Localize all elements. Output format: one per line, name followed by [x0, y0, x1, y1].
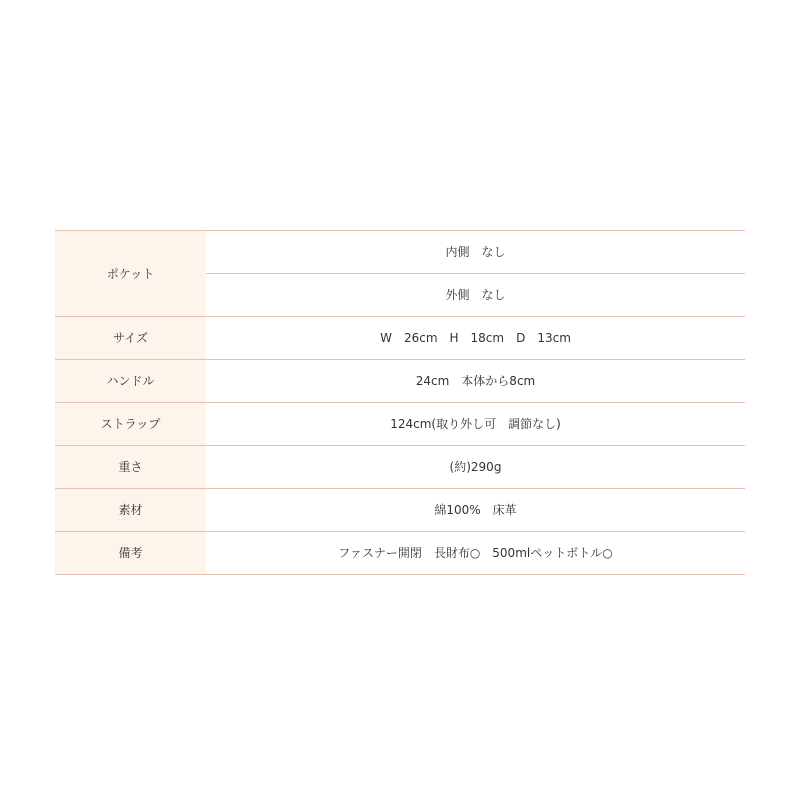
table-row — [55, 403, 745, 446]
spec-value-pocket-outer: 外側 なし — [206, 274, 745, 317]
spec-value-strap: 124cm(取り外し可 調節なし) — [206, 403, 745, 446]
spec-label-pocket: ポケット — [55, 231, 206, 317]
table-row — [55, 489, 745, 532]
table-row — [55, 446, 745, 489]
spec-value-pocket-inner: 内側 なし — [206, 231, 745, 274]
spec-label-weight: 重さ — [55, 446, 206, 489]
spec-label-handle: ハンドル — [55, 360, 206, 403]
spec-label-size: サイズ — [55, 317, 206, 360]
table-row — [55, 231, 745, 274]
table-row — [55, 317, 745, 360]
spec-table — [55, 230, 745, 575]
spec-value-material: 綿100% 床革 — [206, 489, 745, 532]
table-row — [55, 532, 745, 575]
spec-label-material: 素材 — [55, 489, 206, 532]
spec-label-notes: 備考 — [55, 532, 206, 575]
table-row — [55, 360, 745, 403]
spec-value-notes: ファスナー開閉 長財布○ 500mlペットボトル○ — [206, 532, 745, 575]
spec-value-size: W 26cm H 18cm D 13cm — [206, 317, 745, 360]
spec-value-handle: 24cm 本体から8cm — [206, 360, 745, 403]
spec-label-strap: ストラップ — [55, 403, 206, 446]
spec-value-weight: (約)290g — [206, 446, 745, 489]
